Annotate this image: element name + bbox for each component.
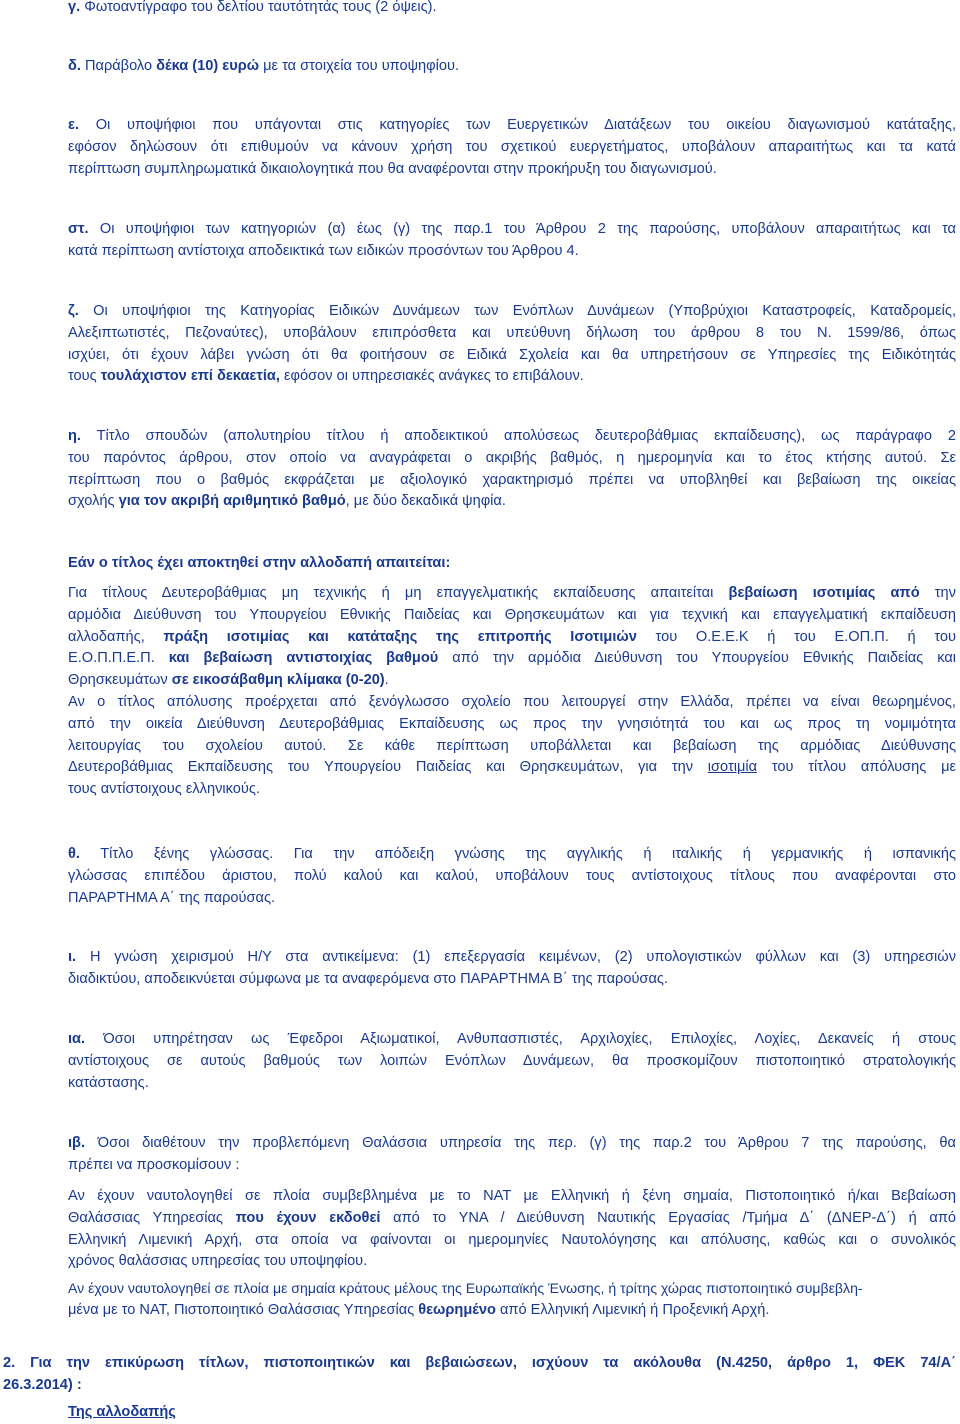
section-2 — [3, 1353, 956, 1397]
item-ia — [68, 1029, 956, 1094]
item-text: Οι υποψήφιοι της Κατηγορίας Ειδικών Δυνάμεων των Ενόπλων Δυνάμεων (Υποβρύχιοι Καταστροφείς, Καταδρομείς, — [93, 303, 956, 319]
item-text: Αν έχουν ναυτολογηθεί σε πλοία με σημαία κράτους μέλους της Ευρωπαϊκής Ένωσης, ή τρίτης χώρας πιστοποιητικό συμβεβλη- — [68, 1280, 863, 1296]
item-gamma — [68, 0, 956, 19]
foreign-title-section — [68, 553, 956, 575]
item-label: δ. — [68, 58, 81, 74]
item-text: Αν έχουν ναυτολογηθεί σε πλοία συμβεβλημένα με το ΝΑΤ με Ελληνική ή ξένη σημαία, Πιστοποιητικό ή/και Βεβαίωση — [68, 1188, 956, 1204]
item-text: Αν ο τίτλος απόλυσης προέρχεται από ξενόγλωσσο σχολείο που λειτουργεί στην Ελλάδα, πρέπει να είναι θεωρημένος, — [68, 694, 956, 710]
item-text-bold: σε εικοσάβαθμη κλίμακα (0-20) — [171, 672, 385, 689]
item-label: θ. — [68, 846, 80, 862]
item-zeta — [68, 301, 956, 388]
item-text: τους αντίστοιχους ελληνικούς. — [68, 781, 260, 798]
item-text: Οι υποψήφιοι των κατηγοριών (α) έως (γ) της παρ.1 του Άρθρου 2 της παρούσης, υποβάλουν απαραιτήτως και τα — [99, 221, 956, 237]
item-text: γλώσσας επιπέδου άριστου, πολύ καλού και καλού, υποβάλουν τους αντίστοιχους τίτλους που αναφέρονται στο — [68, 867, 956, 884]
item-ib-paragraph-1 — [68, 1186, 956, 1273]
item-text: του παρόντος άρθρου, στον οποίο να αναγράφεται ο ακριβής βαθμός, η ημερομηνία και το έτος κτήσης αυτού. Σε — [68, 449, 956, 466]
item-text: Όσοι υπηρέτησαν ως Έφεδροι Αξιωματικοί, Ανθυπασπιστές, Αρχιλοχίες, Επιλοχίες, Λοχίες, Δεκανείς ή στους — [103, 1031, 957, 1047]
item-text: περίπτωση που ο βαθμός εκφράζεται με αξιολογικό χαρακτηρισμό πρέπει να υποβληθεί και βεβαίωση της οικείας — [68, 471, 956, 488]
item-text: διαδικτύου, αποδεικνύεται σύμφωνα με τα αναφερόμενα στο ΠΑΡΑΡΤΗΜΑ Β΄ της παρούσας. — [68, 970, 668, 987]
item-ib — [68, 1133, 956, 1177]
item-text: με τα στοιχεία του υποψηφίου. — [263, 58, 460, 74]
item-text: ΠΑΡΑΡΤΗΜΑ Α΄ της παρούσας. — [68, 889, 276, 906]
item-text: . — [384, 672, 389, 689]
item-text: χρόνος θαλάσσιας υπηρεσίας του υποψηφίου. — [68, 1253, 368, 1270]
item-label: ια. — [68, 1031, 86, 1047]
section-2-subheading — [68, 1402, 956, 1424]
item-text: ισχύει, ότι έχουν λάβει γνώση ότι θα φοιτήσουν σε Ειδικά Σχολεία και θα υπηρετήσουν σε Υπηρεσίες της Ειδικότητάς — [68, 346, 956, 363]
item-label: γ. — [68, 0, 81, 15]
item-text: μένα με το ΝΑΤ, Πιστοποιητικό Θαλάσσιας Υπηρεσίας — [68, 1301, 415, 1318]
item-label: ι. — [68, 949, 77, 965]
item-text: από την οικεία Διεύθυνση Δευτεροβάθμιας Εκπαίδευσης ως προς την γνησιότητά του και ως προς τη νομιμότητα — [68, 715, 956, 732]
item-text: Όσοι διαθέτουν την προβλεπόμενη Θαλάσσια υπηρεσία της περ. (γ) της παρ.2 του Άρθρου 7 της παρούσης, θα — [97, 1135, 956, 1151]
item-text: , με δύο δεκαδικά ψηφία. — [345, 493, 506, 510]
item-text-bold: για τον ακριβή αριθμητικό βαθμό — [118, 493, 346, 510]
item-label: ε. — [68, 117, 79, 133]
item-text-bold: πράξη ισοτιμίας και κατάταξης της επιτροπής Ισοτιμιών — [163, 628, 637, 645]
item-text: Θρησκευμάτων — [68, 672, 168, 689]
item-epsilon — [68, 115, 956, 180]
item-text-bold: που έχουν εκδοθεί — [235, 1209, 381, 1226]
item-text: του τίτλου απόλυσης με — [771, 759, 956, 776]
item-ib-paragraph-2 — [68, 1278, 956, 1322]
item-text: αρμόδια Διεύθυνση του Υπουργείου Εθνικής Παιδείας και Θρησκευμάτων και για τεχνική και επαγγελματική εκπαίδευση — [68, 606, 956, 623]
item-delta — [68, 56, 956, 78]
item-label: η. — [68, 428, 81, 444]
item-text: Η γνώση χειρισμού Η/Υ στα αντικείμενα: (1) επεξεργασία κειμένων, (2) υπολογιστικών φύλλων και (3) υπηρεσιών — [89, 949, 956, 965]
item-text: Για τίτλους Δευτεροβάθμιας μη τεχνικής ή μη επαγγελματικής εκπαίδευσης απαιτείται — [68, 585, 714, 601]
item-text: πρέπει να προσκομίσουν : — [68, 1156, 240, 1173]
item-text-underlined: ισοτιμία — [707, 759, 758, 776]
item-text: από Ελληνική Λιμενική ή Προξενική Αρχή. — [499, 1301, 770, 1318]
foreign-paragraph-1 — [68, 583, 956, 692]
item-text: αντίστοιχους σε αυτούς βαθμούς των λοιπών Ενόπλων Δυνάμεων, θα προσκομίζουν πιστοποιητικό στρατολογικής — [68, 1052, 956, 1069]
item-text: Τίτλο σπουδών (απολυτηρίου τίτλου ή αποδεικτικού απολύσεως δευτεροβάθμιας εκπαίδευσης), ως παράγραφο 2 — [96, 428, 956, 444]
item-label: ζ. — [68, 303, 79, 319]
section-heading: 26.3.2014) : — [3, 1376, 82, 1393]
item-label: στ. — [68, 221, 89, 237]
item-text: εφόσον οι υπηρεσιακές ανάγκες το επιβάλουν. — [284, 368, 584, 385]
item-text: Αλεξιπτωτιστές, Πεζοναύτες), υποβάλουν επιπρόσθετα και υπεύθυνη δήλωση του άρθρου 8 του Ν. 1599/86, όπως — [68, 324, 956, 341]
item-text: Θαλάσσιας Υπηρεσίας — [68, 1209, 223, 1226]
item-text: Παράβολο — [84, 58, 153, 74]
item-text: αλλοδαπής, — [68, 628, 145, 645]
item-text-bold: και βεβαίωση αντιστοιχίας βαθμού — [168, 650, 439, 667]
item-text: Οι υποψήφιοι που υπάγονται στις κατηγορίες των Ευεργετικών Διατάξεων του οικείου διαγωνισμού κατάταξης, — [95, 117, 957, 133]
item-text: από την αρμόδια Διεύθυνση του Υπουργείου Εθνικής Παιδείας και — [452, 650, 957, 667]
item-text: Ελληνική Λιμενική Αρχή, στα οποία να φαίνονται οι ημερομηνίες Ναυτολόγησης και απόλυσης, καθώς και ο συνολικός — [68, 1231, 956, 1248]
item-text: από το ΥΝΑ / Διεύθυνση Ναυτικής Εργασίας /Τμήμα Δ΄ (ΔΝΕΡ-Δ΄) ή από — [393, 1209, 957, 1226]
item-text: περίπτωση συμπληρωματικά δικαιολογητικά που θα αναφέρονται στην προκήρυξη του διαγωνισμού. — [68, 160, 717, 177]
item-label: ιβ. — [68, 1135, 86, 1151]
item-text: την — [934, 585, 956, 601]
item-text: Φωτοαντίγραφο του δελτίου ταυτότητάς τους (2 όψεις). — [84, 0, 437, 15]
item-text: κατά περίπτωση αντίστοιχα αποδεικτικά των ειδικών προσόντων του Άρθρου 4. — [68, 242, 579, 259]
item-eta — [68, 426, 956, 513]
item-text-bold: θεωρημένο — [418, 1301, 496, 1318]
subheading-foreign: Της αλλοδαπής — [68, 1404, 176, 1420]
item-text: Τίτλο ξένης γλώσσας. Για την απόδειξη γνώσης της αγγλικής ή ιταλικής ή γερμανικής ή ισπανικής — [100, 846, 956, 862]
section-heading: Εάν ο τίτλος έχει αποκτηθεί στην αλλοδαπή απαιτείται: — [68, 555, 451, 571]
item-text: εφόσον δηλώσουν ότι επιθυμούν να κάνουν χρήση του σχετικού ευεργετήματος, υποβάλουν απαραιτήτως και τα κατά — [68, 138, 956, 155]
foreign-paragraph-2 — [68, 692, 956, 801]
section-heading: 2. Για την επικύρωση τίτλων, πιστοποιητικών και βεβαιώσεων, ισχύουν τα ακόλουθα (Ν.4250, άρθρο 1, ΦΕΚ 74/Α΄ — [3, 1355, 956, 1371]
item-iota — [68, 947, 956, 991]
item-text: λειτουργίας του σχολείου αυτού. Σε κάθε περίπτωση υποβάλλεται και βεβαίωση της αρμόδιας Διεύθυνσης — [68, 737, 956, 754]
item-text: του Ο.Ε.Ε.Κ ή του Ε.ΟΠ.Π. ή του — [655, 628, 956, 645]
item-text: Δευτεροβάθμιας Εκπαίδευσης του Υπουργείου Παιδείας και Θρησκευμάτων, για την — [68, 759, 694, 776]
item-text: τους — [68, 368, 97, 385]
item-theta — [68, 844, 956, 909]
item-text: κατάστασης. — [68, 1074, 149, 1091]
item-st — [68, 219, 956, 263]
item-text-bold: βεβαίωση ισοτιμίας από — [728, 585, 920, 601]
item-text-bold: τουλάχιστον επί δεκαετία, — [100, 368, 280, 385]
item-text-bold: δέκα (10) ευρώ — [156, 58, 260, 74]
item-text: σχολής — [68, 493, 115, 510]
item-text: Ε.Ο.Π.Π.Ε.Π. — [68, 650, 155, 667]
